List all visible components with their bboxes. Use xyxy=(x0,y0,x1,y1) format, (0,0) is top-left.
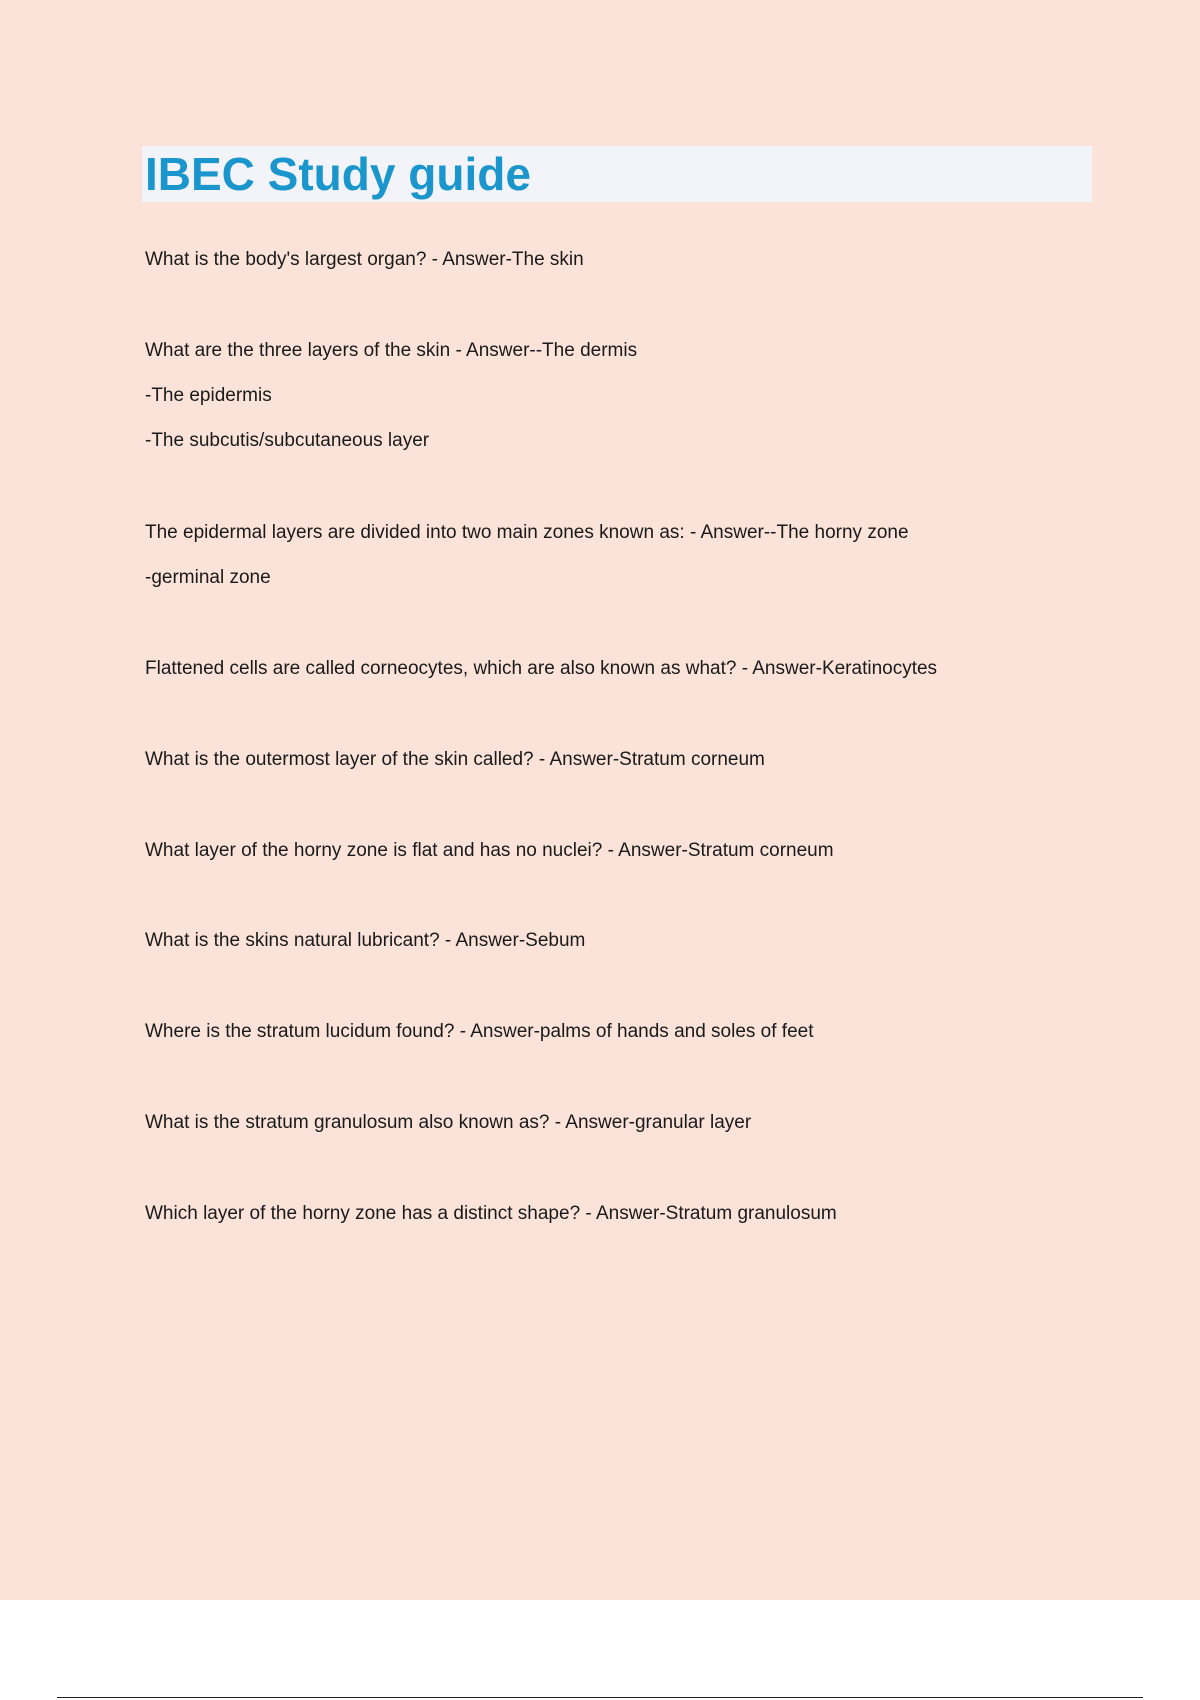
qa-entry xyxy=(145,510,1145,600)
qa-line: What layer of the horny zone is flat and has no nuclei? - Answer-Stratum corneum xyxy=(145,840,834,861)
qa-line: Where is the stratum lucidum found? - Answer-palms of hands and soles of feet xyxy=(145,1021,814,1042)
qa-line: -germinal zone xyxy=(145,567,271,588)
qa-line: -The subcutis/subcutaneous layer xyxy=(145,430,430,451)
qa-line: Flattened cells are called corneocytes, which are also known as what? - Answer-Keratinocytes xyxy=(145,658,938,679)
qa-entry xyxy=(145,328,1145,463)
qa-line: -The epidermis xyxy=(145,385,272,406)
qa-line: What is the outermost layer of the skin called? - Answer-Stratum corneum xyxy=(145,749,765,770)
qa-entry xyxy=(145,1191,1145,1236)
page-title: IBEC Study guide xyxy=(145,148,531,200)
qa-line: What is the stratum granulosum also known as? - Answer-granular layer xyxy=(145,1112,752,1133)
qa-entry xyxy=(145,918,1145,963)
qa-entry xyxy=(145,646,1145,691)
qa-line: What are the three layers of the skin - Answer--The dermis xyxy=(145,340,638,361)
qa-entry xyxy=(145,237,1145,282)
qa-line: What is the body's largest organ? - Answer-The skin xyxy=(145,249,584,270)
qa-entry xyxy=(145,1009,1145,1054)
qa-entry xyxy=(145,828,1145,873)
qa-entry xyxy=(145,1100,1145,1145)
qa-entry xyxy=(145,737,1145,782)
footer-divider xyxy=(57,1697,1143,1698)
page-footer xyxy=(0,1600,1200,1700)
qa-line: Which layer of the horny zone has a distinct shape? - Answer-Stratum granulosum xyxy=(145,1203,837,1224)
qa-line: The epidermal layers are divided into two main zones known as: - Answer--The horny zone xyxy=(145,522,909,543)
qa-line: What is the skins natural lubricant? - Answer-Sebum xyxy=(145,930,586,951)
